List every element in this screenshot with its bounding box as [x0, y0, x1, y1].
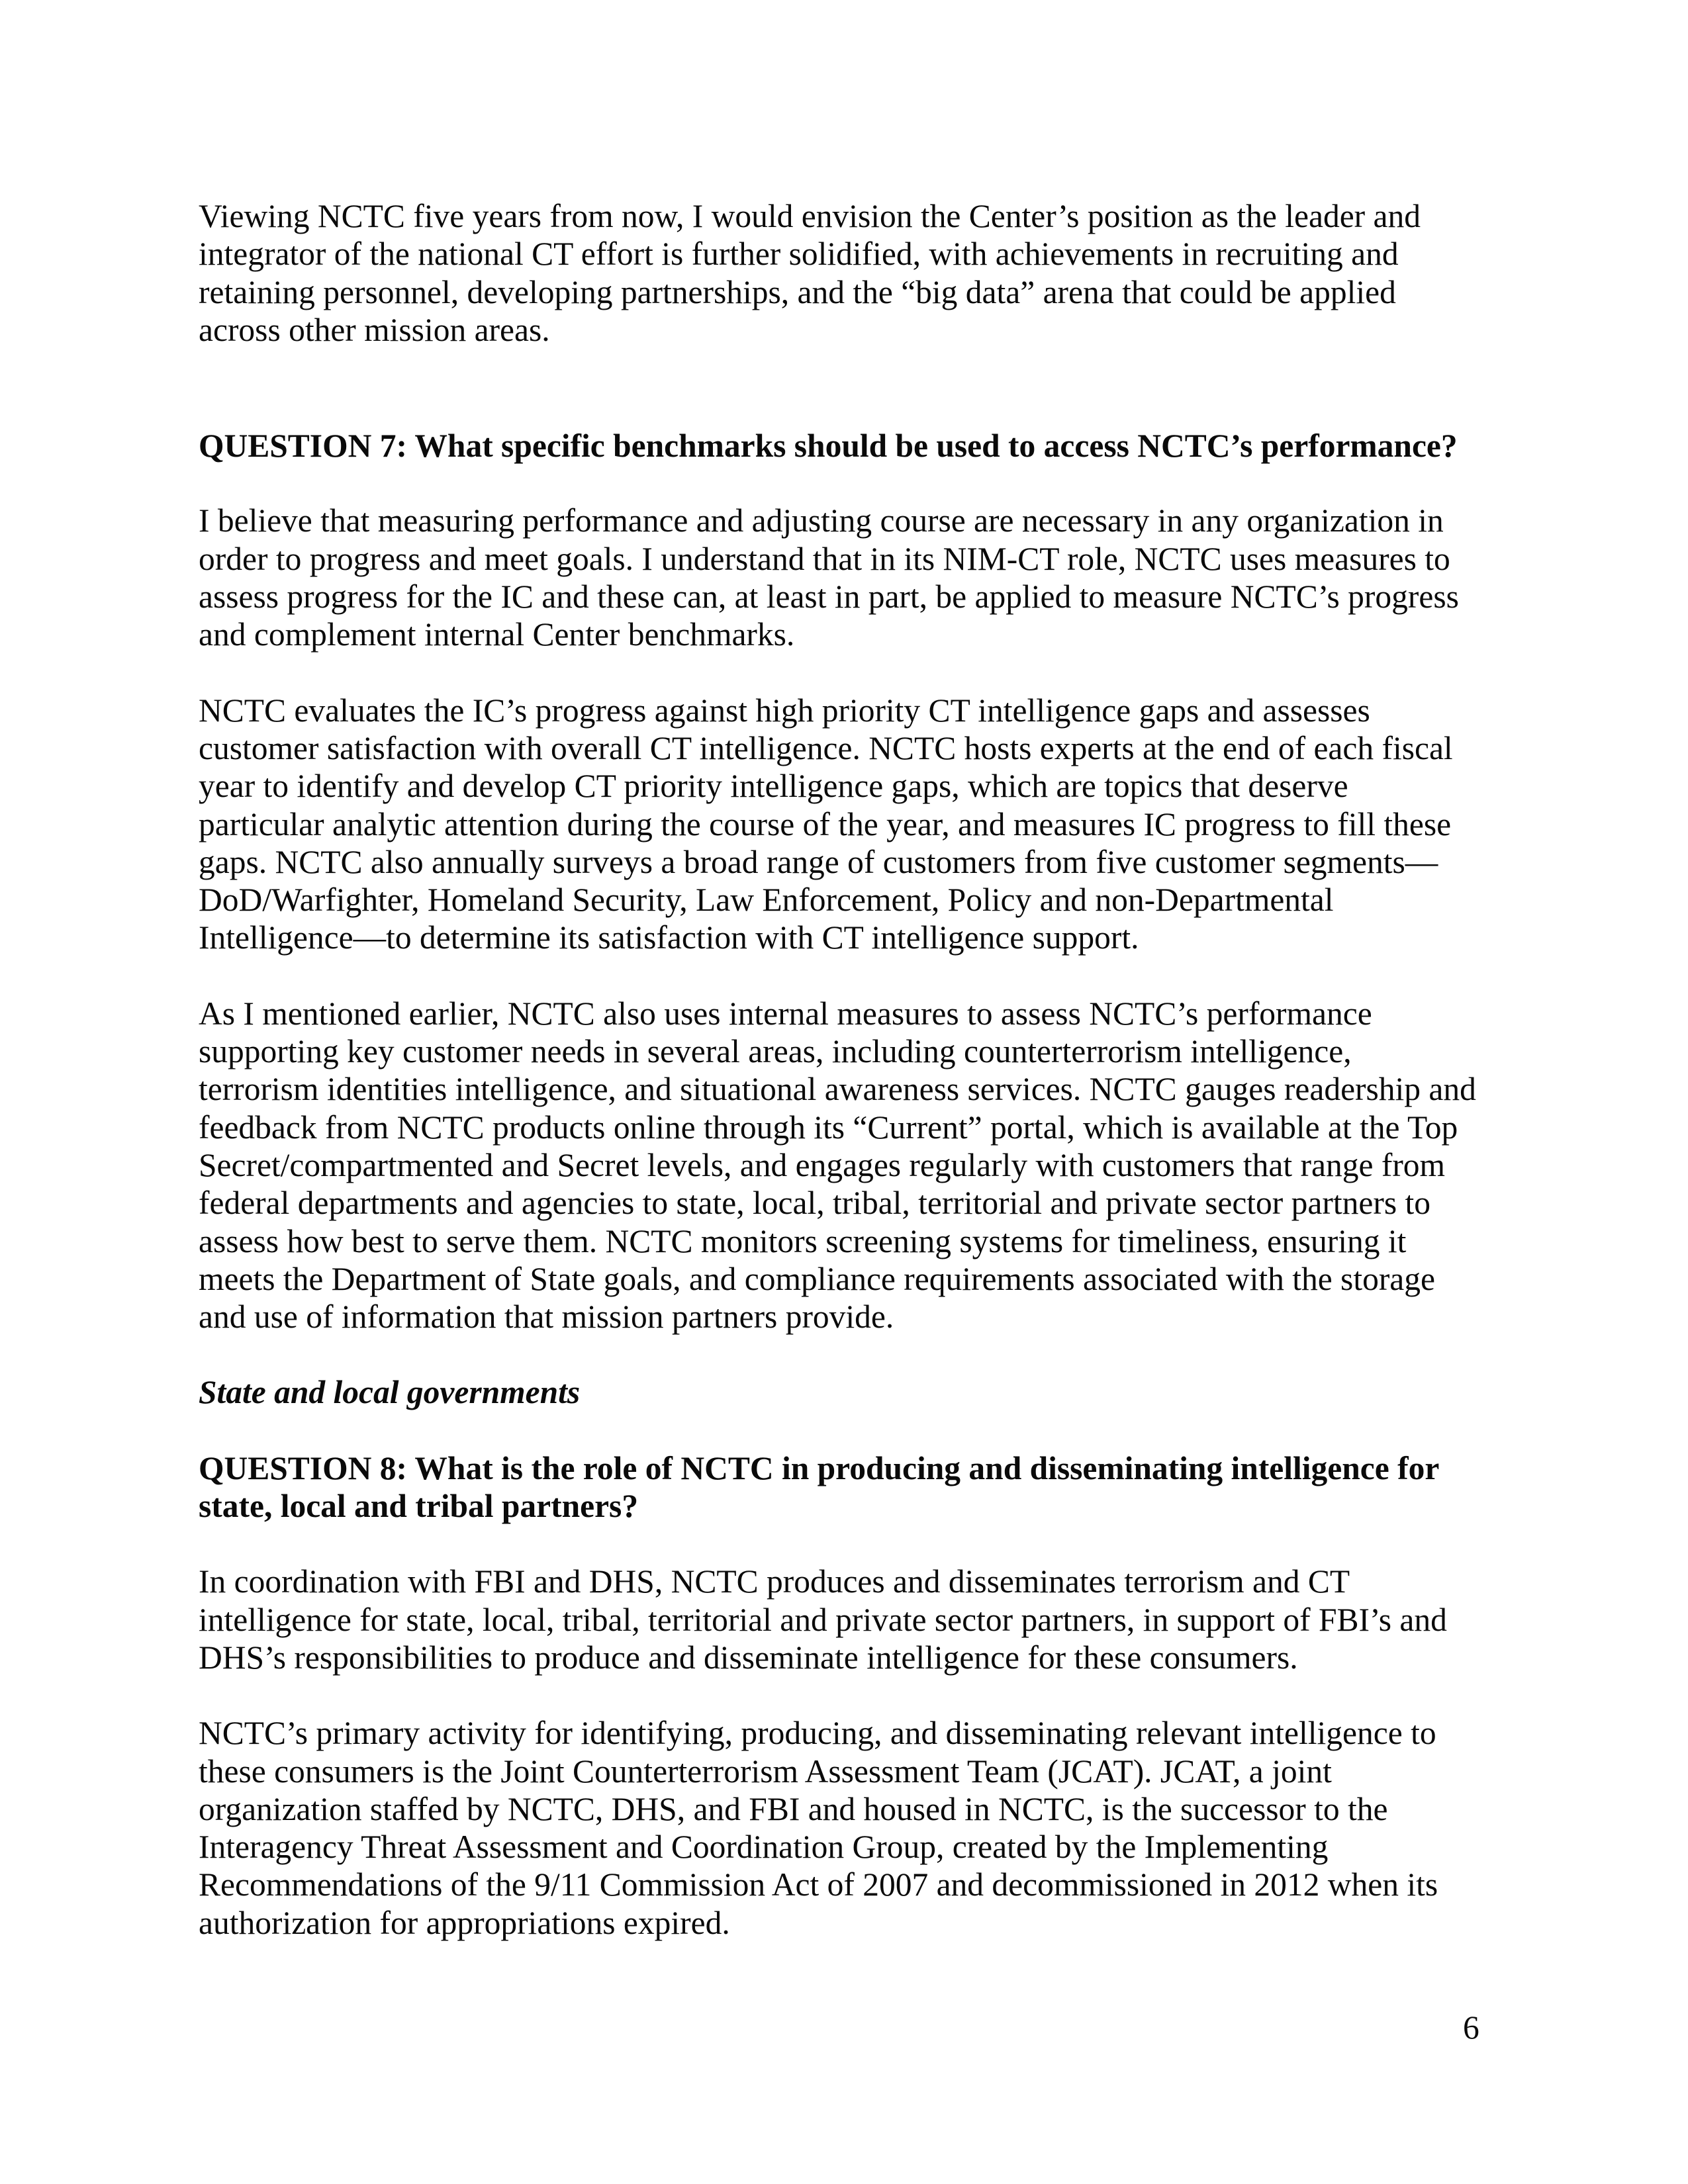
text-line: NCTC’s primary activity for identifying, producing, and disseminating relevant intelligence to [199, 1715, 1436, 1752]
text-line: Interagency Threat Assessment and Coordination Group, created by the Implementing [199, 1829, 1329, 1866]
paragraph-internal-measures [199, 995, 1499, 1336]
spacer [199, 1336, 1499, 1373]
text-line: organization staffed by NCTC, DHS, and FBI and housed in NCTC, is the successor to the [199, 1790, 1388, 1827]
text-line: retaining personnel, developing partnerships, and the “big data” arena that could be applied [199, 273, 1396, 310]
text-line: Viewing NCTC five years from now, I would envision the Center’s position as the leader and [199, 198, 1421, 234]
text-line: NCTC evaluates the IC’s progress against high priority CT intelligence gaps and assesses [199, 692, 1370, 729]
spacer [199, 957, 1499, 995]
text-line: federal departments and agencies to state, local, tribal, territorial and private sector partners to [199, 1185, 1430, 1222]
text-line: In coordination with FBI and DHS, NCTC produces and disseminates terrorism and CT [199, 1563, 1350, 1600]
text-line: intelligence for state, local, tribal, territorial and private sector partners, in support of FBI’s and [199, 1601, 1447, 1638]
spacer [199, 465, 1499, 502]
heading-line: QUESTION 8: What is the role of NCTC in producing and disseminating intelligence for [199, 1449, 1440, 1486]
text-line: assess how best to serve them. NCTC monitors screening systems for timeliness, ensuring it [199, 1222, 1407, 1259]
text-line: I believe that measuring performance and adjusting course are necessary in any organization in [199, 502, 1444, 539]
text-line: and use of information that mission partners provide. [199, 1298, 894, 1336]
paragraph-jcat [199, 1714, 1499, 1942]
text-line: As I mentioned earlier, NCTC also uses internal measures to assess NCTC’s performance [199, 995, 1372, 1032]
spacer [199, 654, 1499, 692]
text-line: across other mission areas. [199, 311, 550, 348]
spacer [199, 349, 1499, 427]
text-line: these consumers is the Joint Counterterrorism Assessment Team (JCAT). JCAT, a joint [199, 1752, 1332, 1790]
document-page [199, 197, 1499, 1942]
paragraph-fbi-dhs-coordination [199, 1563, 1499, 1676]
heading-line: State and local governments [199, 1374, 581, 1411]
text-line: DHS’s responsibilities to produce and disseminate intelligence for these consumers. [199, 1639, 1298, 1676]
text-line: Secret/compartmented and Secret levels, and engages regularly with customers that range from [199, 1146, 1446, 1183]
section-heading-state-local [199, 1373, 1499, 1411]
text-line: Intelligence—to determine its satisfaction with CT intelligence support. [199, 919, 1139, 956]
paragraph-measuring-performance [199, 502, 1499, 653]
spacer [199, 1676, 1499, 1714]
text-line: meets the Department of State goals, and compliance requirements associated with the storage [199, 1260, 1435, 1297]
text-line: authorization for appropriations expired. [199, 1904, 730, 1941]
text-line: supporting key customer needs in several areas, including counterterrorism intelligence, [199, 1033, 1352, 1070]
text-line: integrator of the national CT effort is further solidified, with achievements in recruiting and [199, 236, 1399, 273]
text-line: particular analytic attention during the course of the year, and measures IC progress to fill these [199, 805, 1452, 842]
text-line: assess progress for the IC and these can, at least in part, be applied to measure NCTC’s progress [199, 578, 1459, 615]
spacer [199, 1412, 1499, 1449]
question-7-heading [199, 427, 1499, 465]
spacer [199, 1525, 1499, 1563]
paragraph-ic-progress [199, 692, 1499, 957]
heading-line: state, local and tribal partners? [199, 1488, 639, 1525]
text-line: DoD/Warfighter, Homeland Security, Law Enforcement, Policy and non-Departmental [199, 882, 1334, 919]
text-line: gaps. NCTC also annually surveys a broad range of customers from five customer segments— [199, 843, 1438, 880]
question-8-heading [199, 1449, 1499, 1525]
text-line: and complement internal Center benchmarks. [199, 616, 795, 653]
text-line: customer satisfaction with overall CT intelligence. NCTC hosts experts at the end of each fiscal [199, 729, 1453, 766]
paragraph-five-year-vision [199, 197, 1499, 349]
text-line: year to identify and develop CT priority intelligence gaps, which are topics that deserve [199, 768, 1348, 805]
text-line: order to progress and meet goals. I understand that in its NIM-CT role, NCTC uses measures to [199, 540, 1450, 577]
heading-line: QUESTION 7: What specific benchmarks should be used to access NCTC’s performance? [199, 428, 1458, 465]
text-line: terrorism identities intelligence, and situational awareness services. NCTC gauges readership and [199, 1071, 1476, 1108]
page-number: 6 [1463, 2009, 1479, 2046]
text-line: feedback from NCTC products online through its “Current” portal, which is available at the Top [199, 1109, 1458, 1146]
text-line: Recommendations of the 9/11 Commission Act of 2007 and decommissioned in 2012 when its [199, 1866, 1438, 1903]
